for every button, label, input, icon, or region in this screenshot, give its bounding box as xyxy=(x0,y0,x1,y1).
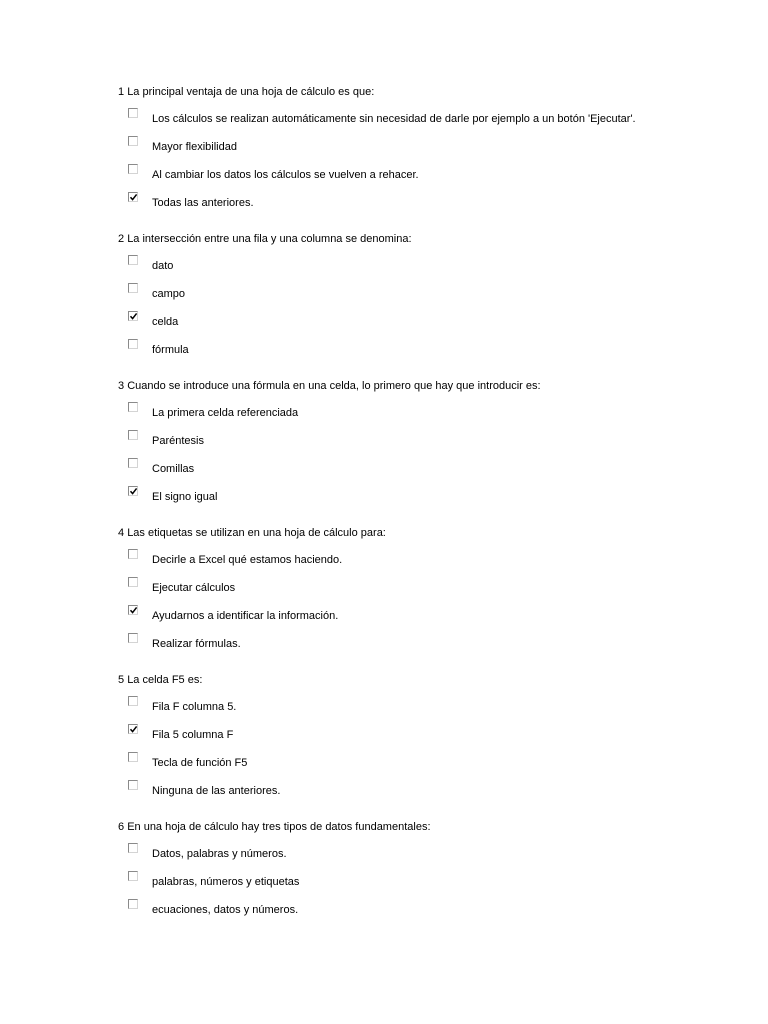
answer-checkbox[interactable] xyxy=(128,605,138,615)
answer-checkbox[interactable] xyxy=(128,255,138,265)
answer-option xyxy=(118,430,738,458)
question-number: 5 xyxy=(118,674,125,686)
answer-checkbox[interactable] xyxy=(128,899,138,909)
answer-option xyxy=(118,752,738,780)
answer-checkbox[interactable] xyxy=(128,458,138,468)
answer-label: ecuaciones, datos y números. xyxy=(152,904,299,916)
answer-checkbox[interactable] xyxy=(128,192,138,202)
question-prompt: La intersección entre una fila y una columna se denomina: xyxy=(127,233,412,245)
question-prompt: En una hoja de cálculo hay tres tipos de datos fundamentales: xyxy=(127,821,431,833)
answer-option xyxy=(118,605,738,633)
question-prompt: Cuando se introduce una fórmula en una celda, lo primero que hay que introducir es: xyxy=(127,380,541,392)
answer-checkbox[interactable] xyxy=(128,136,138,146)
answer-option xyxy=(118,486,738,514)
answer-option xyxy=(118,724,738,752)
question-number: 6 xyxy=(118,821,125,833)
answer-options xyxy=(118,402,738,514)
question-prompt: La principal ventaja de una hoja de cálculo es que: xyxy=(127,86,375,98)
answer-checkbox[interactable] xyxy=(128,486,138,496)
answer-option xyxy=(118,899,738,927)
answer-checkbox[interactable] xyxy=(128,549,138,559)
answer-option xyxy=(118,108,738,136)
answer-option xyxy=(118,136,738,164)
answer-label: Los cálculos se realizan automáticamente sin necesidad de darle por ejemplo a un botón 'Ejecutar'. xyxy=(152,113,636,125)
question-1 xyxy=(118,86,738,233)
answer-label: Paréntesis xyxy=(152,435,204,447)
checkmark-icon xyxy=(129,487,138,496)
answer-checkbox[interactable] xyxy=(128,108,138,118)
answer-option xyxy=(118,402,738,430)
answer-checkbox[interactable] xyxy=(128,164,138,174)
answer-label: Realizar fórmulas. xyxy=(152,638,241,650)
question-6 xyxy=(118,821,738,968)
answer-options xyxy=(118,843,738,927)
answer-option xyxy=(118,633,738,661)
answer-option xyxy=(118,339,738,367)
answer-checkbox[interactable] xyxy=(128,843,138,853)
answer-label: Todas las anteriores. xyxy=(152,197,254,209)
answer-checkbox[interactable] xyxy=(128,283,138,293)
checkmark-icon xyxy=(129,725,138,734)
answer-label: Ejecutar cálculos xyxy=(152,582,236,594)
answer-label: palabras, números y etiquetas xyxy=(152,876,300,888)
answer-checkbox[interactable] xyxy=(128,696,138,706)
answer-checkbox[interactable] xyxy=(128,633,138,643)
question-text xyxy=(118,86,738,99)
answer-label: Decirle a Excel qué estamos haciendo. xyxy=(152,554,343,566)
question-text xyxy=(118,233,738,246)
answer-option xyxy=(118,458,738,486)
checkmark-icon xyxy=(129,312,138,321)
answer-option xyxy=(118,549,738,577)
answer-label: El signo igual xyxy=(152,491,218,503)
question-5 xyxy=(118,674,738,821)
question-number: 4 xyxy=(118,527,125,539)
answer-label: Al cambiar los datos los cálculos se vuelven a rehacer. xyxy=(152,169,419,181)
checkmark-icon xyxy=(129,606,138,615)
answer-option xyxy=(118,283,738,311)
answer-options xyxy=(118,549,738,661)
answer-checkbox[interactable] xyxy=(128,752,138,762)
answer-option xyxy=(118,192,738,220)
question-prompt: Las etiquetas se utilizan en una hoja de cálculo para: xyxy=(127,527,386,539)
answer-checkbox[interactable] xyxy=(128,724,138,734)
answer-options xyxy=(118,255,738,367)
answer-checkbox[interactable] xyxy=(128,311,138,321)
question-3 xyxy=(118,380,738,527)
answer-checkbox[interactable] xyxy=(128,780,138,790)
answer-checkbox[interactable] xyxy=(128,577,138,587)
answer-option xyxy=(118,577,738,605)
answer-checkbox[interactable] xyxy=(128,339,138,349)
answer-label: Datos, palabras y números. xyxy=(152,848,287,860)
answer-option xyxy=(118,255,738,283)
answer-checkbox[interactable] xyxy=(128,402,138,412)
answer-label: Comillas xyxy=(152,463,195,475)
checkmark-icon xyxy=(129,193,138,202)
answer-option xyxy=(118,780,738,808)
answer-label: Mayor flexibilidad xyxy=(152,141,237,153)
answer-label: campo xyxy=(152,288,186,300)
question-number: 3 xyxy=(118,380,125,392)
question-2 xyxy=(118,233,738,380)
question-text xyxy=(118,380,738,393)
question-text xyxy=(118,821,738,834)
question-prompt: La celda F5 es: xyxy=(127,674,203,686)
answer-label: Tecla de función F5 xyxy=(152,757,248,769)
answer-checkbox[interactable] xyxy=(128,871,138,881)
answer-label: dato xyxy=(152,260,174,272)
answer-label: Fila 5 columna F xyxy=(152,729,234,741)
answer-checkbox[interactable] xyxy=(128,430,138,440)
question-number: 1 xyxy=(118,86,125,98)
answer-options xyxy=(118,108,738,220)
answer-label: Ninguna de las anteriores. xyxy=(152,785,281,797)
answer-option xyxy=(118,164,738,192)
answer-label: celda xyxy=(152,316,179,328)
answer-option xyxy=(118,843,738,871)
answer-label: fórmula xyxy=(152,344,189,356)
question-4 xyxy=(118,527,738,674)
answer-label: La primera celda referenciada xyxy=(152,407,299,419)
question-text xyxy=(118,674,738,687)
question-text xyxy=(118,527,738,540)
answer-label: Fila F columna 5. xyxy=(152,701,237,713)
answer-label: Ayudarnos a identificar la información. xyxy=(152,610,339,622)
answer-options xyxy=(118,696,738,808)
answer-option xyxy=(118,311,738,339)
quiz xyxy=(118,86,738,968)
answer-option xyxy=(118,696,738,724)
answer-option xyxy=(118,871,738,899)
question-number: 2 xyxy=(118,233,125,245)
